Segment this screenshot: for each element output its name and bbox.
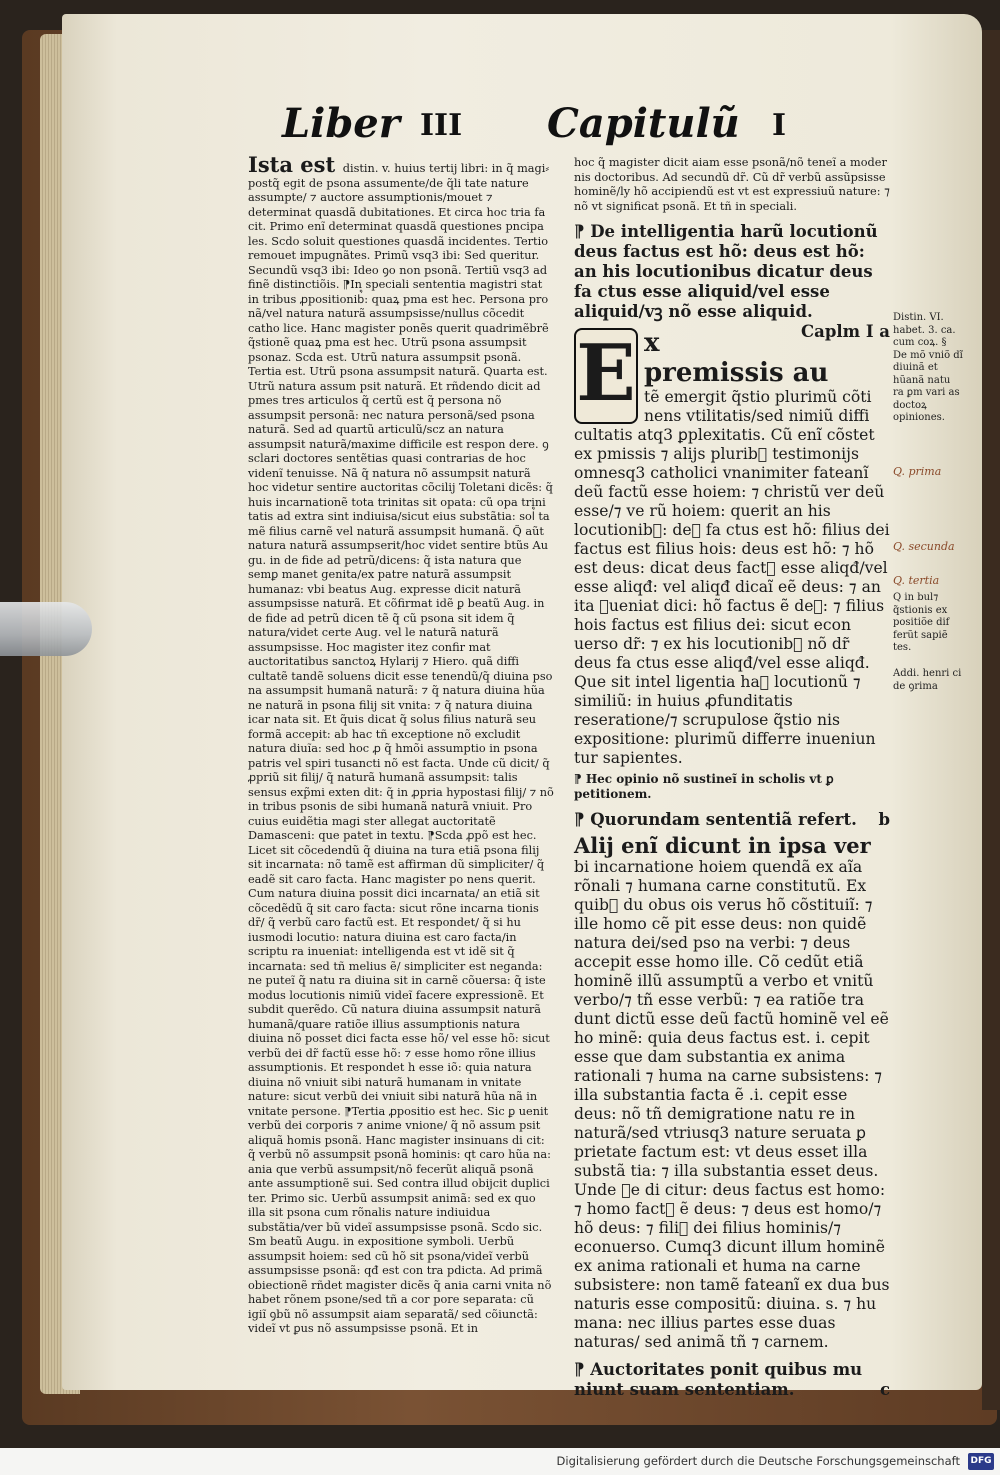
section-heading-c (574, 1360, 890, 1400)
right-body-1: tẽ emergit q̃stio plurimũ cõti nens vtilitatis/sed nimiũ diffi cultatis atq3 ꝑplexitatis. Cũ enĩ cõstet ex pmissis ⁊ alijs plurib᷒ testimonijs omnesq3 catholici vnanimiter fateanĩ deũ factũ esse hoiem: ⁊ christũ ver deũ esse/⁊ ve rũ hoiem: querit an his locutionib᷒: de᷒ fa ctus est hõ: filius dei factus est filius hois: deus est hõ: ⁊ hõ est deus: dicat deus fact᷒ esse aliqđ/vel esse aliqđ: vel aliqđ dicaĩ eẽ deus: ⁊ an ita ꝯueniat dici: hõ factus ẽ de᷒: ⁊ filius hois factus est filius dei: sicut econ uerso dr̃: ⁊ ex his locutionib᷒ nõ dr̃ deus fa ctus esse aliqđ/vel esse aliqđ. Que sit intel ligentia haꝝ locutionũ ⁊ similiũ: in huius ꝓfunditatis reseratione/⁊ scrupulose q̃stio nis expositione: plurimũ differre inueniun tur sapientes. (574, 388, 890, 767)
pilcrow-icon: ⁋ (574, 222, 585, 241)
chapter-heading (574, 222, 890, 341)
right-column (574, 156, 890, 1400)
chapter-heading-text: De intelligentia harũ locutionũ deus factus est hõ: deus est hõ: an his locutionibus dicatur deus fa ctus esse aliquid/vel esse aliquid/vꝫ nõ esse aliquid. (574, 222, 878, 321)
dfg-logo-icon: DFG (968, 1453, 994, 1470)
margin-note-1: Distin. VI. habet. 3. ca. cum coꝝ. § De mõ vniõ dĩ diuinã et hũanã natu ra ꝑm vari as doctoꝝ opiniones. (893, 312, 963, 423)
margin-note-3: Addi. henri ci de ꝯrima (893, 668, 962, 692)
pilcrow-icon: ⁋ (574, 1360, 585, 1379)
section-heading-b (574, 810, 890, 830)
incipit: Ista est (248, 152, 336, 177)
handwritten-note-1: Q. prima (893, 465, 942, 478)
left-column (248, 152, 554, 1337)
section-heading-c-text: Auctoritates ponit quibus mu niunt suam sententiam. (574, 1360, 863, 1399)
opening-words: x premissis au (644, 328, 829, 388)
right-top-text: hoc q̃ magister dicit aiam esse psonã/nõ teneĩ a moder nis doctoribus. Ad secundũ dr̃. Cũ dr̃ verbũ assũpsisse hominẽ/ly hõ accipiendũ est vt est expressiuũ nature: ⁊ nõ vt significat psonã. Et tñ in speciali. (574, 156, 890, 213)
left-column-text: distin. v. huius tertij libri: in q̃ magi⸗ postq̃ egit de psona assumente/de q̃li tate nature assumpte/ ⁊ auctore assumptionis/mouet ⁊ determinat quasdã dubitationes. Et circa hoc tria fa cit. Primo enĩ determinat quasdã questiones pncipa les. Scdo soluit questiones quasdã incidentes. Tertio remouet impugnãtes. Primũ vsq3 ibi: Sed queritur. Secundũ vsq3 ibi: Ideo ꝯo non psonã. Tertiũ vsq3 ad finẽ distinctiõis. ⁋In speciali sententia magistri stat in tribus ꝓpositionib᷒: quaꝝ pma est hec. Persona pro nã/vel natura naturã assumpsisse/nullus cõcedit catho lice. Hanc magister ponẽs querit quadrimẽbrẽ q̃stionẽ quaꝝ pma est hec. Utrũ psona assumpsit psonaz. Scda est. Utrũ natura assumpsit psonã. Tertia est. Utrũ psona assumpsit naturã. Quarta est. Utrũ natura assum psit naturã. Et rñdendo dicit ad pmes tres articulos q̃ certũ est q̃ persona nõ assumpsit personã: nec natura personã/sed psona naturã. Sed ad quartũ articulũ/scz an natura assumpsit naturã/maxime difficile est respon dere. ꝯ sclari doctores sentẽtias quasi contrarias de hoc videnĩ tenuisse. Nã q̃ natura nõ assumpsit naturã hoc videtur sentire auctoritas cõcilij Toletani dicẽs: q̃ huis incarnationẽ tota trinitas sit opata: cũ opa trini tatis ad extra sint indiuisa/sicut eius substãtia: sol᷒ ta mẽ filius carnẽ vel naturã assumpsit humanã. Q̃ aũt natura naturã assumpserit/hoc videt sentire btũs Au gu. in de fide ad petrũ/dicens: q̃ ista natura que semꝑ manet genita/ex patre naturã assumpsit humanaz: vbi beatus Aug. expresse dicit naturã assumpsisse naturã. Et cõfirmat idẽ ꝑ beatũ Aug. in de fide ad petrũ dicen tẽ q̃ cũ psona sit idem q̃ natura/videt certe Aug. vel le naturã naturã assumpsisse. Hoc magister itez confir mat auctoritatibus sanctoꝝ Hylarij ⁊ Hiero. quã diffi cultatẽ tandẽ soluens dicit esse tenendũ/q̃ diuina pso na assumpsit humanã naturã: ⁊ q̃ natura diuina hũa ne naturã in psona filij sit vnita: ⁊ q̃ natura diuina icar nata sit. Et q̃uis dicat q̃ solus filius naturã seu formã accepit: ab hac tñ exceptione nõ excludit natura diuĩa: sed hoc ꝓ q̃ hmõi assumptio in psona patris vel spiri tusancti nõ est facta. Unde cũ dicit/ q̃ ꝓpriũ sit filij/ q̃ naturã humanã assumpsit: talis sensus exp̃mi exten dit: q̃ in ꝓpria hypostasi filij/ ⁊ nõ in tribus psonis de sibi humanã naturã vniuit. Pro cuius euidẽtia magi ster allegat auctoritatẽ Damasceni: que patet in textu. ⁋Scda ꝓpõ est hec. Licet sit cõcedendũ q̃ diuina na tura etiã psona filij sit incarnata: nõ tamẽ est affirman dũ simpliciter/ q̃ eadẽ sit caro facta. Hanc magister po nens querit. Cum natura diuina possit dici incarnata/ an etiã sit cõcedẽdũ q̃ sit caro facta: sicut rõne incarna tionis dr̃/ q̃ verbũ caro factũ est. Et respondet/ q̃ si hu iusmodi locutio: natura diuina est caro facta/in scriptu ra inueniat: intelligenda est vt idẽ sit q̃ incarnata: sed tñ melius ẽ/ simpliciter est neganda: ne puteĩ q̃ natu ra diuina sit in carnẽ cõuersa: q̃ iste modus locutionis nimiũ videĩ facere expressionẽ. Et subdit querẽdo. Cũ natura diuina assumpsit naturã humanã/quare ratiõe illius assumptionis natura diuina nõ posset dici facta esse hõ/ vel esse hõ: sicut verbũ dei dr̃ factũ esse hõ: ⁊ esse homo rõne illius assumptionis. Et respondet h esse iõ: quia natura diuina nõ vniuit sibi naturã humanam in vnitate nature: sicut verbũ dei vniuit sibi naturã hũa nã in vnitate persone. ⁋Tertia ꝓpositio est hec. Sic ꝑ uenit verbũ dei corporis ⁊ anime vnione/ q̃ nõ assum psit aliquã homis psonã. Hanc magister insinuans di cit: q̃ verbũ nõ assumpsit psonã hominis: qt caro hũa na: ania que verbũ assumpsit/nõ fecerũt aliquã psonã ante assumptionẽ sui. Sed contra illud obijcit duplici ter. Primo sic. Uerbũ assumpsit animã: sed ex quo illa sit psona cum rõnalis nature indiuidua substãtia/ver bũ videĩ assumpsisse psonã. Scdo sic. Sm beatũ Augu. in expositione symboli. Uerbũ assumpsit hoiem: sed cũ hõ sit psona/videĩ verbũ assumpsisse psonã: qđ est con tra pdicta. Ad primã obiectionẽ rñdet magister dicẽs q̃ ania carni vnita nõ habet rõnem psone/sed tñ a cor pore separata: cũ igiĩ ꝯbũ nõ assumpsit aiam separatã/ sed cõiunctã: videĩ vt ꝑus nõ assumpsisse psonã. Et in (248, 162, 554, 1335)
pilcrow-icon: ⁋ (574, 772, 582, 786)
section-heading-c-mark: c (879, 1380, 890, 1399)
neighbor-page-strip (982, 30, 1000, 1410)
running-header (282, 100, 802, 150)
header-chapter-number: I (772, 108, 787, 143)
footer-bar (0, 1448, 1000, 1475)
section-heading-b-mark: b (878, 810, 890, 829)
right-body-2: bi incarnatione hoiem quendã ex aĩa rõnali ⁊ humana carne constitutũ. Ex quib᷒ du obus ois verus hõ cõstituiĩ: ⁊ ille homo cẽ pit esse deus: non quidẽ natura dei/sed pso na verbi: ⁊ deus accepit esse homo ille. Cõ cedũt etiã hominẽ illũ assumptũ a verbo et vnitũ verbo/⁊ tñ esse verbũ: ⁊ ea ratiõe tra dunt dictũ esse deũ factũ hominẽ vel eẽ ho minẽ: quia deus factus est. i. cepit esse que dam substantia ex anima rationali ⁊ huma na carne subsistens: ⁊ illa substantia facta ẽ .i. cepit esse deus: nõ tñ demigratione natu re in naturã/sed vtriusq3 nature seruata ꝑ prietate factum est: vt deus esset illa substã tia: ⁊ illa substantia esset deus. Unde ꝯe di citur: deus factus est homo: ⁊ homo fact᷒ ẽ deus: ⁊ deus est homo/⁊ hõ deus: ⁊ fili᷒ dei filius hominis/⁊ econuerso. Cumq3 dicunt illum hominẽ ex anima rationali et huma na carne subsistere: non tamẽ fateanĩ ex dua bus naturis esse compositũ: diuina. s. ⁊ hu mana: nec illius partes esse duas naturas/ sed animã tñ ⁊ carnem. (574, 858, 890, 1351)
header-capitulum: Capitulũ (547, 100, 740, 147)
pilcrow-icon: ⁋ (574, 810, 585, 829)
handwritten-note-2: Q. secunda (893, 540, 955, 553)
page-clip (0, 602, 92, 656)
margin-note-2: Q in bul⁊ q̃stionis ex positiõe dif ferũt sapiẽ tes. (893, 592, 950, 653)
note-line (574, 772, 890, 802)
drop-cap-initial: E (574, 328, 638, 424)
header-liber: Liber (282, 100, 400, 147)
section-heading-b-text: Quorundam sententiã refert. (590, 810, 857, 829)
funding-notice: Digitalisierung gefördert durch die Deutsche Forschungsgemeinschaft (556, 1454, 960, 1468)
chapter-heading-mark: Caplm I a (801, 322, 890, 341)
large-opening-line: Alij enĩ dicunt in ipsa ver (574, 833, 871, 858)
header-book-number: III (420, 108, 463, 143)
note-line-text: Hec opinio nõ sustineĩ in scholis vt ꝑ petitionem. (574, 772, 834, 801)
handwritten-note-3: Q. tertia (893, 574, 940, 587)
